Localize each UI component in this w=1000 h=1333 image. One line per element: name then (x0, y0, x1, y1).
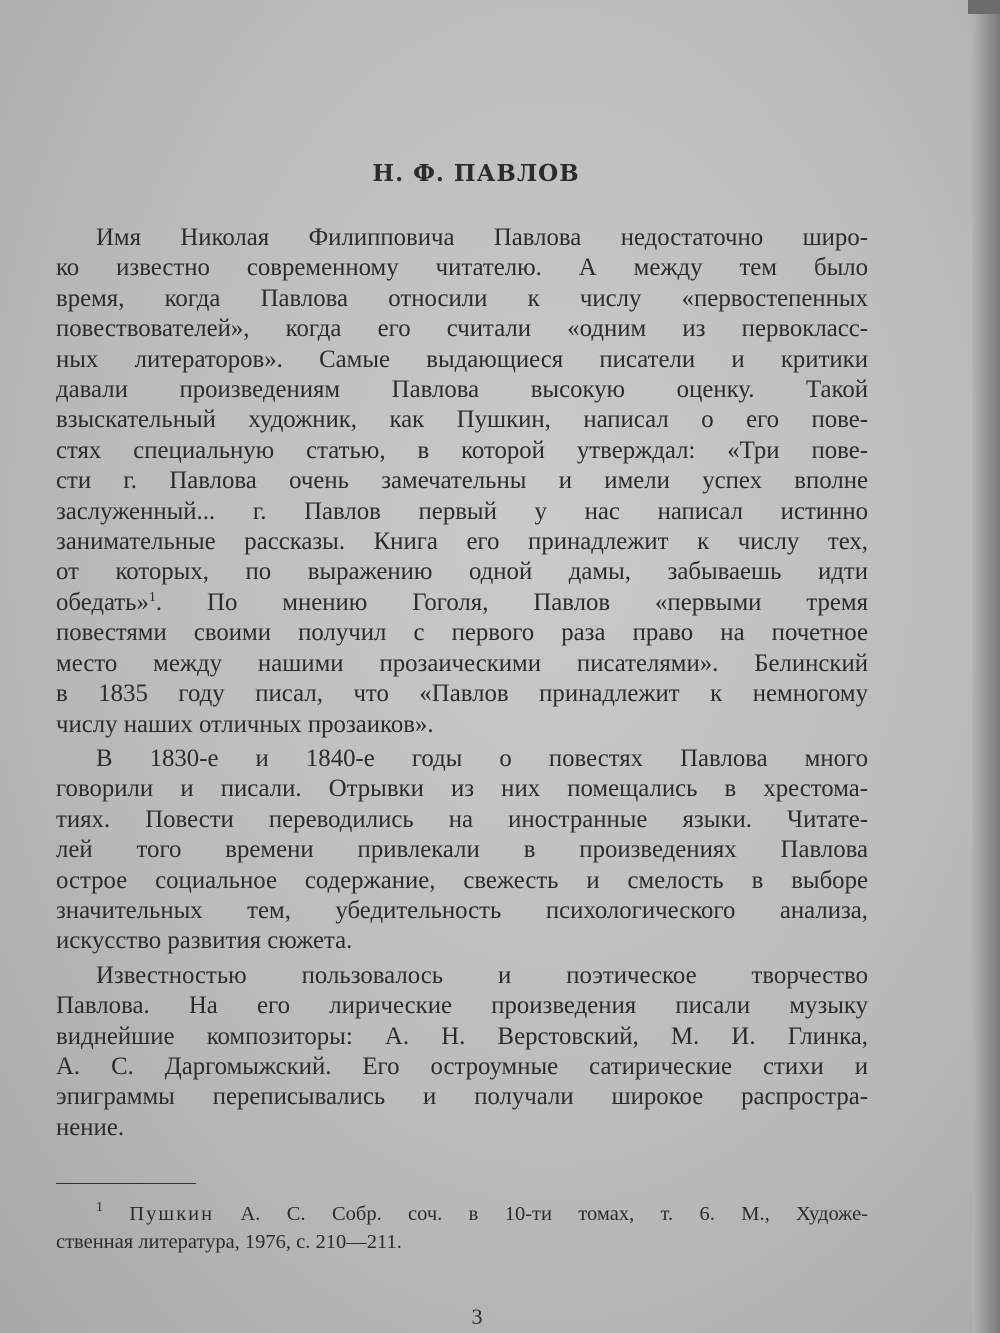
footnote (56, 1200, 868, 1256)
text-line: ко известно современному читателю. А между тем было (56, 254, 868, 282)
text-line: искусство развития сюжета. (56, 927, 353, 955)
footnote-marker: 1 (96, 1200, 103, 1216)
text-line: острое социальное содержание, свежесть и смелость в выборе (56, 866, 868, 894)
text-line: эпиграммы переписывались и получали широкое распростра- (56, 1083, 868, 1111)
text-line: значительных тем, убедительность психологического анализа, (56, 896, 868, 924)
text-line: виднейшие композиторы: А. Н. Верстовский, М. И. Глинка, (56, 1022, 868, 1050)
text-line: числу наших отличных прозаиков». (56, 710, 434, 738)
paragraph-3 (56, 961, 868, 1143)
text-fragment: обедать» (56, 588, 149, 616)
text-line-with-footnote (56, 588, 868, 618)
text-line: в 1835 году писал, что «Павлов принадлежит к немногому (56, 680, 868, 708)
page-text-block (56, 160, 868, 1330)
text-line: от которых, по выражению одной дамы, забываешь идти (56, 558, 868, 586)
text-line: В 1830-е и 1840-е годы о повестях Павлова много (96, 744, 868, 772)
page-edge-shadow (972, 0, 1000, 1333)
footnote-line: ственная литература, 1976, с. 210—211. (56, 1231, 402, 1254)
paragraph-1 (56, 223, 868, 740)
text-line: говорили и писали. Отрывки из них помещались в хрестома- (56, 775, 868, 803)
text-line: ных литераторов». Самые выдающиеся писатели и критики (56, 345, 868, 373)
text-line: заслуженный... г. Павлов первый у нас написал истинно (56, 497, 868, 525)
chapter-heading: Н. Ф. ПАВЛОВ (372, 160, 580, 187)
text-line: стях специальную статью, в которой утверждал: «Три пове- (56, 436, 868, 464)
footnote-line (56, 1200, 868, 1228)
text-line: занимательные рассказы. Книга его принадлежит к числу тех, (56, 528, 868, 556)
text-line: Павлова. На его лирические произведения писали музыку (56, 992, 868, 1020)
text-line: давали произведениям Павлова высокую оценку. Такой (56, 376, 868, 404)
footnote-text: А. С. Собр. соч. в 10-ти томах, т. 6. М., Художе- (240, 1203, 869, 1226)
text-line: тиях. Повести переводились на иностранные языки. Читате- (56, 805, 868, 833)
text-line: сти г. Павлова очень замечательны и имели успех вполне (56, 467, 868, 495)
text-line: А. С. Даргомыжский. Его остроумные сатирические стихи и (56, 1052, 868, 1080)
footnote-author: Пушкин (129, 1203, 215, 1226)
footnote-reference: 1 (148, 589, 156, 605)
text-line: место между нашими прозаическими писателями». Белинский (56, 649, 868, 677)
page-number: 3 (471, 1304, 483, 1330)
text-line: лей того времени привлекали в произведениях Павлова (56, 836, 868, 864)
text-line: Известностью пользовалось и поэтическое творчество (96, 961, 868, 989)
text-line: нение. (56, 1113, 125, 1141)
text-line: повестями своими получил с первого раза право на почетное (56, 619, 868, 647)
text-line: повествователей», когда его считали «одним из первокласс- (56, 315, 868, 343)
text-fragment: . По мнению Гоголя, Павлов «первыми тремя (155, 588, 868, 616)
text-line: Имя Николая Филипповича Павлова недостаточно широ- (96, 224, 868, 251)
text-line: взыскательный художник, как Пушкин, написал о его пове- (56, 406, 868, 434)
paragraph-2 (56, 744, 868, 957)
corner-mark (968, 0, 1000, 14)
text-line: время, когда Павлова относили к числу «первостепенных (56, 284, 868, 312)
footnote-divider (56, 1183, 196, 1184)
